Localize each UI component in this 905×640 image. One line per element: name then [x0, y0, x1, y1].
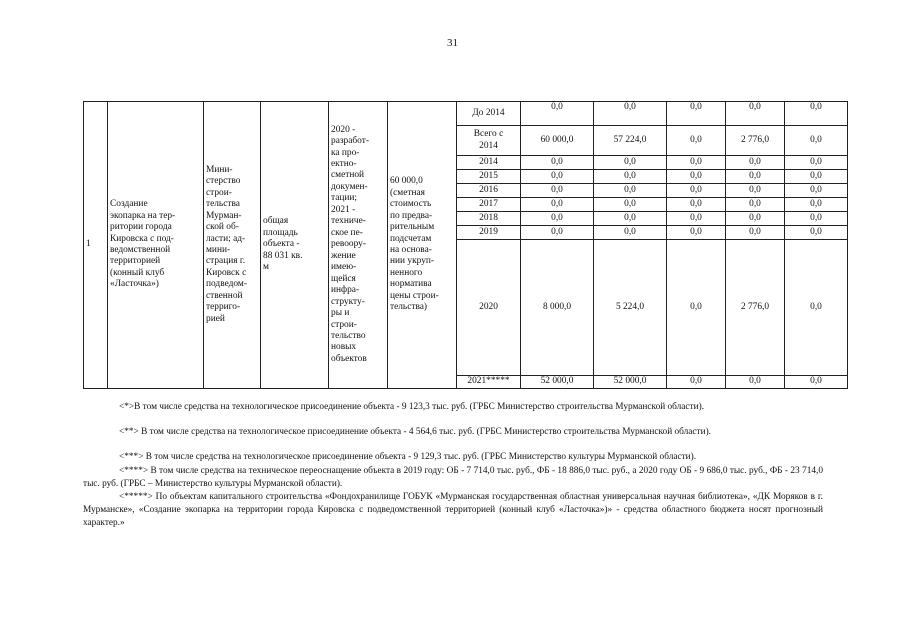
value-cell: 0,0 — [667, 212, 726, 226]
row-number: 1 — [84, 102, 108, 389]
value-cell: 0,0 — [521, 184, 594, 198]
value-cell: 0,0 — [594, 156, 667, 170]
page-number: 31 — [447, 37, 458, 49]
value-cell: 0,0 — [785, 102, 848, 126]
value-cell: 0,0 — [785, 240, 848, 376]
value-cell: 0,0 — [726, 376, 785, 389]
value-cell: 0,0 — [521, 156, 594, 170]
value-cell: 0,0 — [667, 198, 726, 212]
value-cell: 52 000,0 — [594, 376, 667, 389]
year-cell: 2018 — [457, 212, 521, 226]
object-name: Создание экопарка на тер- ритории города Кировска с под- ведомственной территорией (конный клуб «Ласточка») — [108, 102, 204, 389]
year-cell: 2021***** — [457, 376, 521, 389]
budget-table — [83, 101, 848, 389]
footnote: <*****> По объектам капитального строительства «Фондохранилище ГОБУК «Мурманская государственная областная универсальная научная библиотека», «ДК Моряков в г. Мурманске», «Создание экопарка на территории города Кировска с подведомственной территорией (конный клуб «Ласточка»)» - средства областного бюджета носят прогнозный характер.» — [83, 491, 823, 529]
value-cell: 0,0 — [521, 198, 594, 212]
year-cell: Всего с 2014 — [457, 126, 521, 156]
year-cell: До 2014 — [457, 102, 521, 126]
value-cell: 0,0 — [667, 102, 726, 126]
value-cell: 0,0 — [726, 170, 785, 184]
estimated-cost: 60 000,0 (сметная стоимость по предва- рительным подсчетам на основа- нии укруп- ненного норматива цены строи- тельства) — [388, 102, 457, 389]
year-cell: 2014 — [457, 156, 521, 170]
year-cell: 2015 — [457, 170, 521, 184]
value-cell: 0,0 — [667, 170, 726, 184]
value-cell: 2 776,0 — [726, 240, 785, 376]
table-row — [84, 102, 848, 126]
value-cell: 5 224,0 — [594, 240, 667, 376]
value-cell: 0,0 — [521, 170, 594, 184]
object-characteristic: общая площадь объекта - 88 031 кв. м — [261, 102, 329, 389]
value-cell: 0,0 — [726, 226, 785, 240]
value-cell: 0,0 — [726, 212, 785, 226]
implementation-term: 2020 - разработ- ка про- ектно- сметной докумен- тации; 2021 - техниче- ское пе- ревоору- жение имею- щейся инфра- структу- ры и строи- тельство новых объектов — [329, 102, 388, 389]
footnote: <****> В том числе средства на техническое переоснащение объекта в 2019 году: ОБ - 7 714,0 тыс. руб., ФБ - 18 886,0 тыс. руб., а 2020 году ОБ - 9 686,0 тыс. руб., ФБ - 23 714,0 тыс. руб. (ГРБС – Министерство культуры Мурманской области). — [83, 465, 823, 489]
value-cell: 52 000,0 — [521, 376, 594, 389]
value-cell: 0,0 — [785, 376, 848, 389]
value-cell: 2 776,0 — [726, 126, 785, 156]
value-cell: 0,0 — [785, 184, 848, 198]
footnote: <*>В том числе средства на технологическое присоединение объекта - 9 123,3 тыс. руб. (ГРБС Министерство строительства Мурманской области). — [119, 402, 705, 412]
footnotes — [83, 401, 823, 531]
responsible-executor: Мини- стерство строи- тельства Мурман- ской об- ласти; ад- мини- страция г. Кировск с подведом- ственной терриго- рией — [204, 102, 261, 389]
year-cell: 2020 — [457, 240, 521, 376]
value-cell: 0,0 — [667, 240, 726, 376]
value-cell: 0,0 — [594, 184, 667, 198]
value-cell: 0,0 — [726, 184, 785, 198]
value-cell: 0,0 — [785, 170, 848, 184]
value-cell: 0,0 — [667, 376, 726, 389]
value-cell: 0,0 — [594, 102, 667, 126]
footnote: <***> В том числе средства на технологическое присоединение объекта - 9 129,3 тыс. руб. (ГРБС Министерство культуры Мурманской области). — [119, 452, 697, 463]
year-cell: 2019 — [457, 226, 521, 240]
value-cell: 0,0 — [726, 156, 785, 170]
value-cell: 0,0 — [521, 212, 594, 226]
value-cell: 0,0 — [594, 198, 667, 212]
value-cell: 0,0 — [785, 212, 848, 226]
value-cell: 0,0 — [785, 156, 848, 170]
value-cell: 57 224,0 — [594, 126, 667, 156]
value-cell: 0,0 — [785, 226, 848, 240]
value-cell: 8 000,0 — [521, 240, 594, 376]
value-cell: 0,0 — [667, 226, 726, 240]
value-cell: 0,0 — [594, 170, 667, 184]
year-cell: 2017 — [457, 198, 521, 212]
value-cell: 60 000,0 — [521, 126, 594, 156]
year-cell: 2016 — [457, 184, 521, 198]
value-cell: 0,0 — [594, 212, 667, 226]
value-cell: 0,0 — [785, 198, 848, 212]
value-cell: 0,0 — [726, 198, 785, 212]
value-cell: 0,0 — [667, 126, 726, 156]
footnote: <**> В том числе средства на технологическое присоединение объекта - 4 564,6 тыс. руб. (ГРБС Министерство строительства Мурманской области). — [119, 427, 711, 438]
value-cell: 0,0 — [726, 102, 785, 126]
value-cell: 0,0 — [521, 226, 594, 240]
value-cell: 0,0 — [521, 102, 594, 126]
value-cell: 0,0 — [785, 126, 848, 156]
value-cell: 0,0 — [667, 156, 726, 170]
value-cell: 0,0 — [667, 184, 726, 198]
value-cell: 0,0 — [594, 226, 667, 240]
